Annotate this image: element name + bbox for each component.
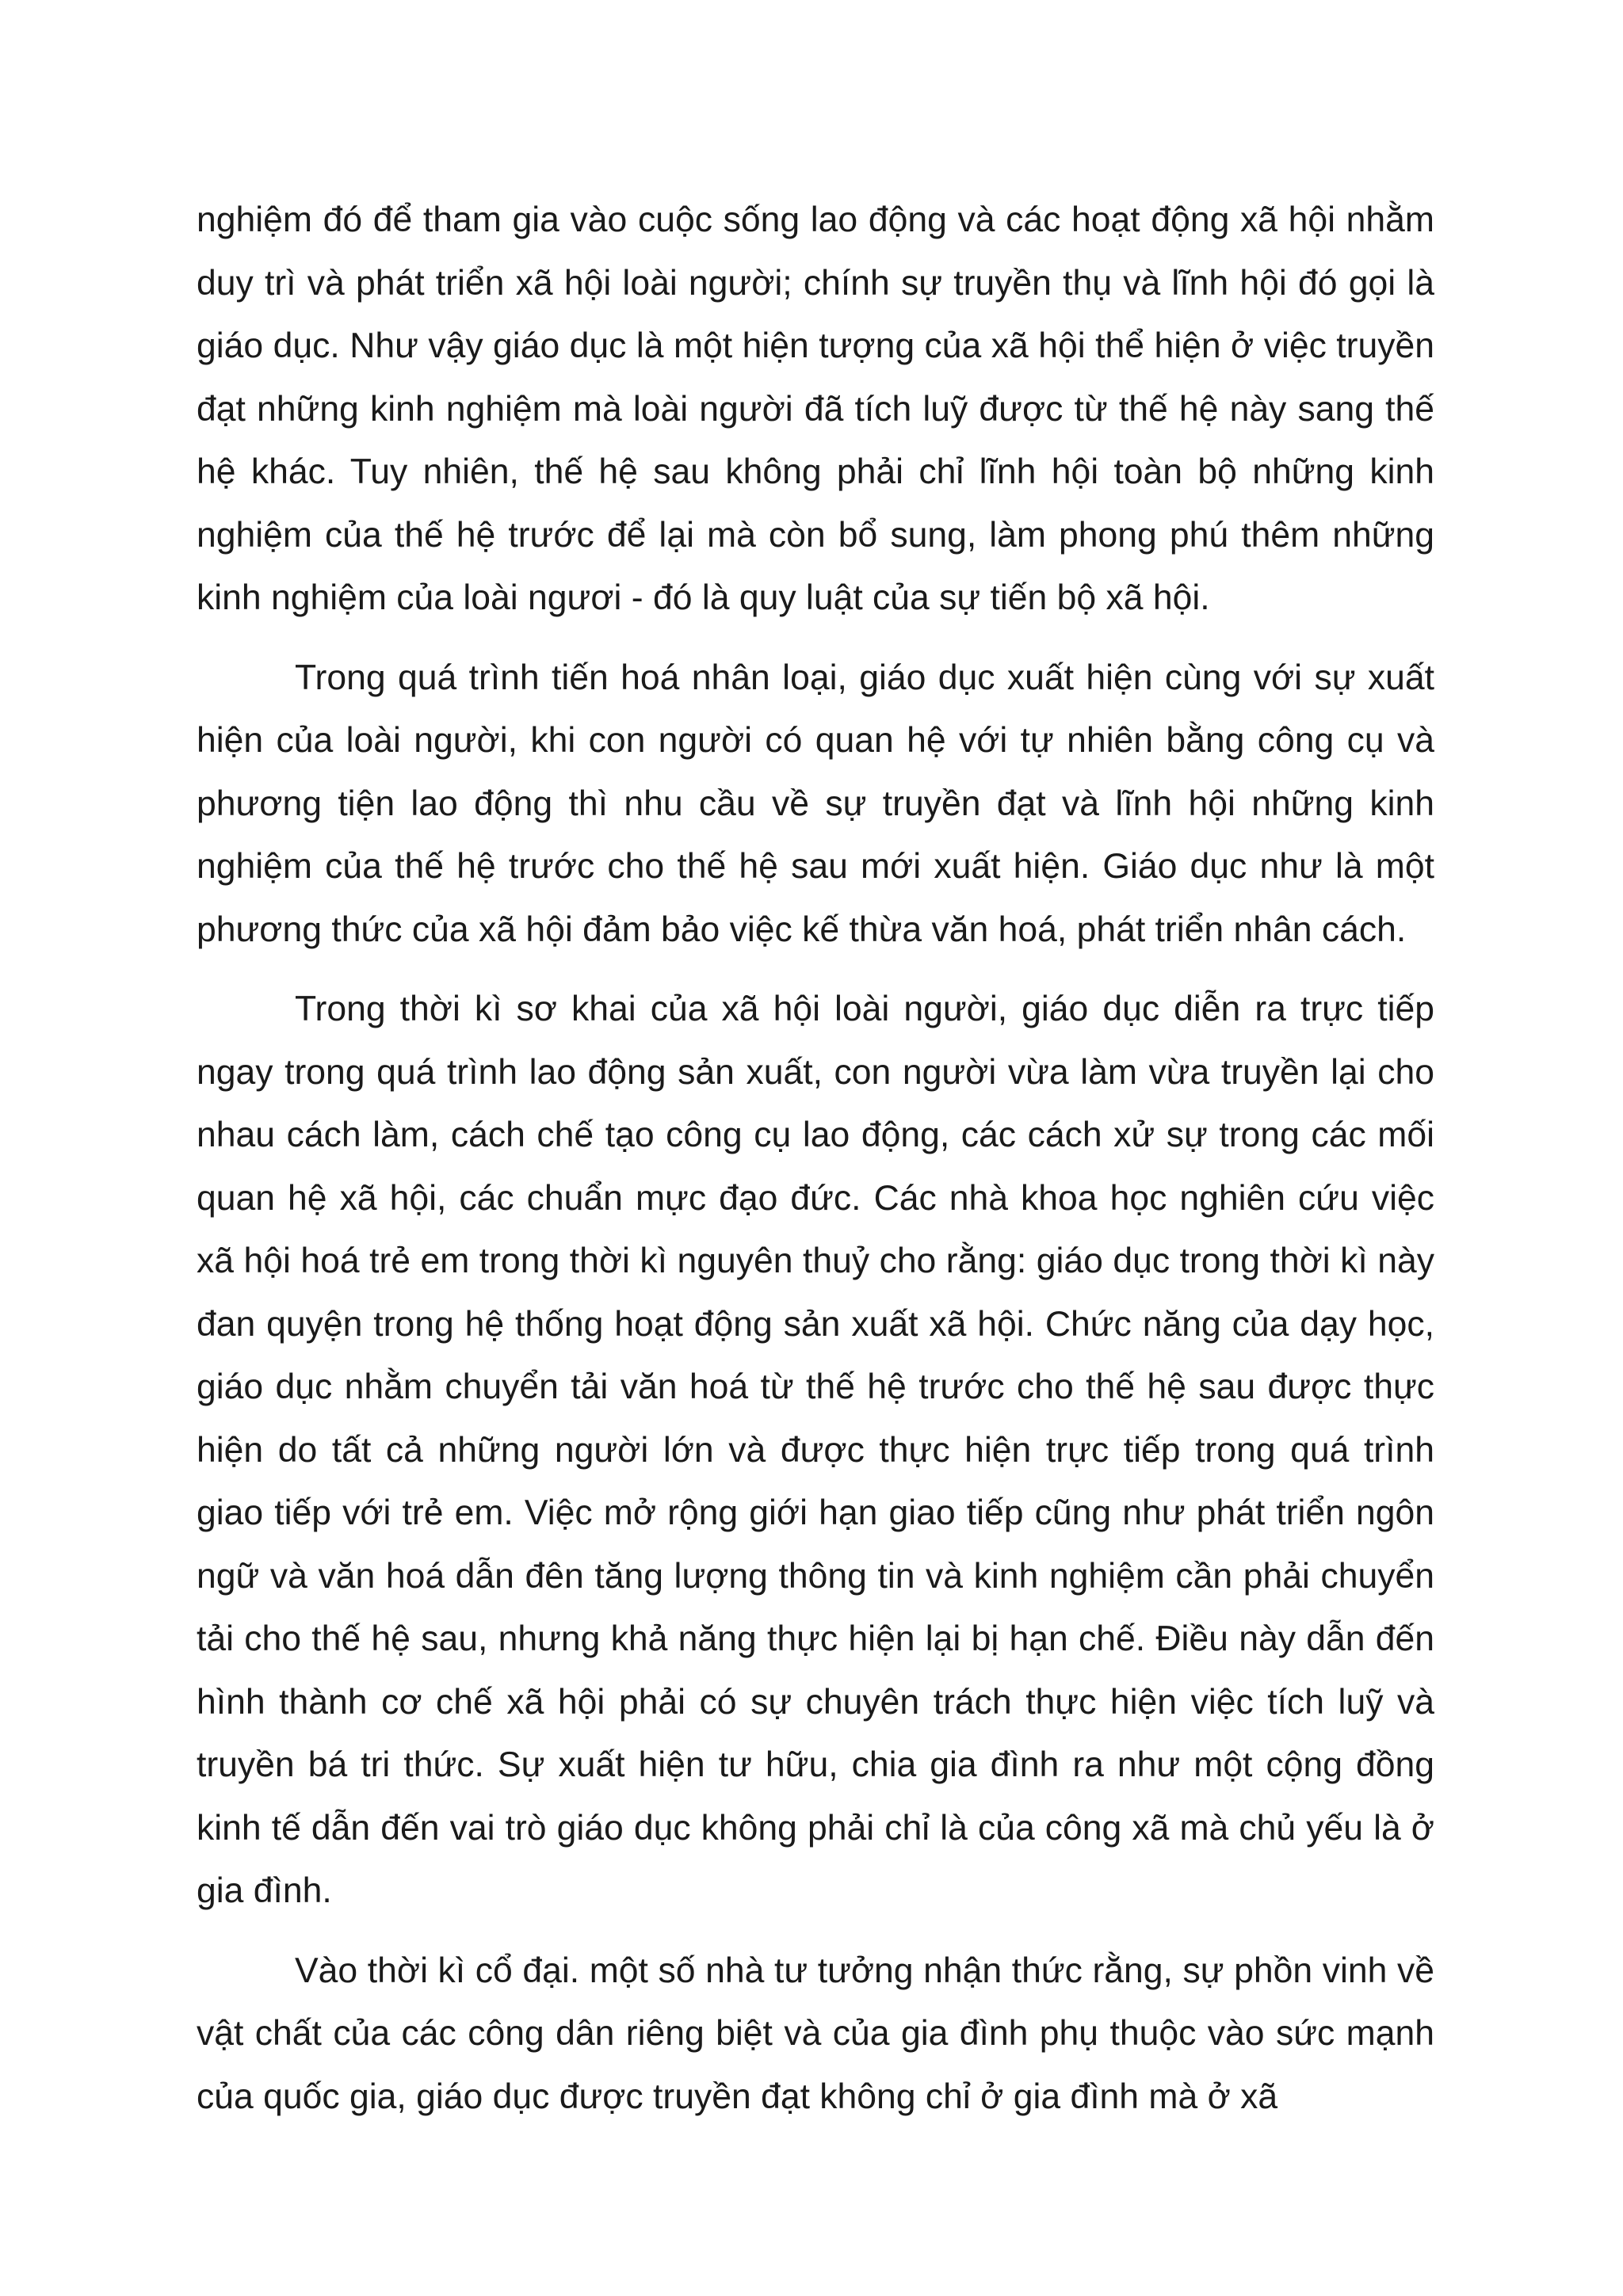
paragraph-1: nghiệm đó để tham gia vào cuộc sống lao động và các hoạt động xã hội nhằm duy trì và phát triển xã hội loài người; chính sự truyền thụ và lĩnh hội đó gọi là giáo dục. Như vậy giáo dục là một hiện tượng của xã hội thể hiện ở việc truyền đạt những kinh nghiệm mà loài người đã tích luỹ được từ thế hệ này sang thế hệ khác. Tuy nhiên, thế hệ sau không phải chỉ lĩnh hội toàn bộ những kinh nghiệm của thế hệ trước để lại mà còn bổ sung, làm phong phú thêm những kinh nghiệm của loài ngươi - đó là quy luật của sự tiến bộ xã hội. (197, 200, 1434, 617)
paragraph-2: Trong quá trình tiến hoá nhân loại, giáo dục xuất hiện cùng với sự xuất hiện của loài người, khi con người có quan hệ với tự nhiên bằng công cụ và phương tiện lao động thì nhu cầu về sự truyền đạt và lĩnh hội những kinh nghiệm của thế hệ trước cho thế hệ sau mới xuất hiện. Giáo dục như là một phương thức của xã hội đảm bảo việc kế thừa văn hoá, phát triển nhân cách. (197, 658, 1434, 949)
document-page (197, 189, 1434, 2145)
paragraph-3: Trong thời kì sơ khai của xã hội loài người, giáo dục diễn ra trực tiếp ngay trong quá trình lao động sản xuất, con người vừa làm vừa truyền lại cho nhau cách làm, cách chế tạo công cụ lao động, các cách xử sự trong các mối quan hệ xã hội, các chuẩn mực đạo đức. Các nhà khoa học nghiên cứu việc xã hội hoá trẻ em trong thời kì nguyên thuỷ cho rằng: giáo dục trong thời kì này đan quyện trong hệ thống hoạt động sản xuất xã hội. Chức năng của dạy học, giáo dục nhằm chuyển tải văn hoá từ thế hệ trước cho thế hệ sau được thực hiện do tất cả những người lớn và được thực hiện trực tiếp trong quá trình giao tiếp với trẻ em. Việc mở rộng giới hạn giao tiếp cũng như phát triển ngôn ngữ và văn hoá dẫn đên tăng lượng thông tin và kinh nghiệm cần phải chuyển tải cho thế hệ sau, nhưng khả năng thực hiện lại bị hạn chế. Điều này dẫn đến hình thành cơ chế xã hội phải có sự chuyên trách thực hiện việc tích luỹ và truyền bá tri thức. Sự xuất hiện tư hữu, chia gia đình ra như một cộng đồng kinh tế dẫn đến vai trò giáo dục không phải chỉ là của công xã mà chủ yếu là ở gia đình. (197, 990, 1434, 1910)
paragraph-4: Vào thời kì cổ đại. một số nhà tư tưởng nhận thức rằng, sự phồn vinh về vật chất của các công dân riêng biệt và của gia đình phụ thuộc vào sức mạnh của quốc gia, giáo dục được truyền đạt không chỉ ở gia đình mà ở xã (197, 1951, 1434, 2116)
